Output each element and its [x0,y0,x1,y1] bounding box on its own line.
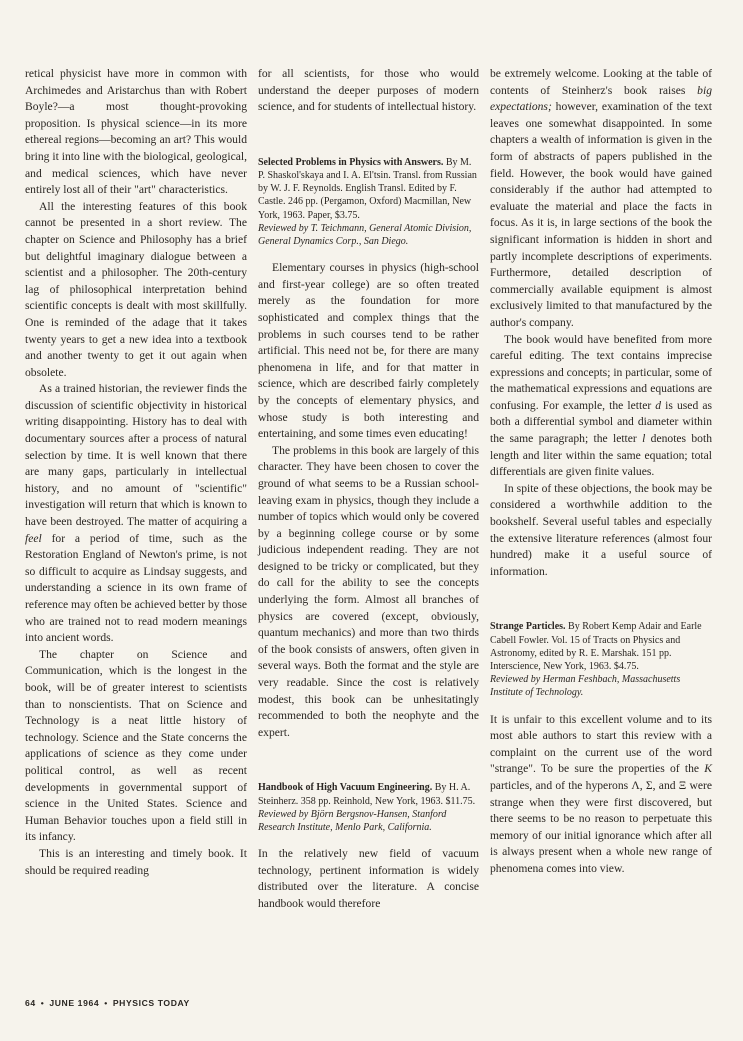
text-column-3 [490,66,712,878]
paragraph: As a trained historian, the reviewer finds the discussion of scientific objectivity in historical writing disappointing. History has to deal with documentary sources after a process of natural selection by time. It is well known that there are many gaps, particularly in intellectual history, and no amount of "scientific" investigation will return that which is known to have been destroyed. The matter of acquiring a feel for a period of time, such as the Restoration England of Newton's prime, is not so difficult to acquire as Lindsay suggests, and understanding a science in its own frame of reference may often be achieved better by those who are trained not to read modern meanings into ancient words. [25,382,247,645]
review-details: By M. P. Shaskol'skaya and I. A. El'tsin. Transl. from Russian by W. J. F. Reynolds. English Transl. Edited by F. Castle. 246 pp. (Pergamon, Oxford) Macmillan, New York, 1963. Paper, $3.75. [258,156,477,221]
separator-dot: • [104,998,108,1008]
paragraph: be extremely welcome. Looking at the table of contents of Steinherz's book raises big expectations; however, examination of the text leaves one somewhat disappointed. In some chapters a wealth of information is given in the form of abstracts of papers published in the field. However, the book would have gained considerably if the author had attempted to evaluate the material and place the facts in focus. As it is, in large sections of the book the significant information is hidden in short and partly incomplete descriptions of experiments. Furthermore, detailed description of commercially available equipment is almost exclusively limited to that manufactured by the author's company. [490,67,712,329]
journal-name: PHYSICS TODAY [112,998,190,1008]
review-details: By Robert Kemp Adair and Earle Cabell Fowler. Vol. 15 of Tracts on Physics and Astronomy, edited by R. E. Marshak. 151 pp. Interscience, New York, 1963. $4.75. [490,621,702,673]
issue-date: JUNE 1964 [49,998,100,1008]
separator-dot: • [40,998,45,1008]
paragraph: This is an interesting and timely book. It should be required reading [25,846,247,877]
review-title: Handbook of High Vacuum Engineering. [258,782,433,794]
review-title: Strange Particles. [490,621,566,633]
paragraph: The chapter on Science and Communication, which is the longest in the book, will be of greater interest to scientists than to nonscientists. That on Science and Technology is a neat little history of technology. Science and the State concerns the applications of science as they come under political control, as well as recent developments in governmental support of science in the United States. Science and Human Behavior touches upon a field still in its infancy. [25,647,247,844]
paragraph: All the interesting features of this book cannot be presented in a short review. The chapter on Science and Philosophy has a brief but delightful imaginary dialogue between a scientist and a philosopher. The 20th-century lag of philosophical interpretation behind scientific concepts is dealt with most skillfully. One is reminded of the adage that it takes twenty years to get a new idea into a textbook and another twenty to get it out again when obsolete. [25,199,247,379]
reviewer-credit: Reviewed by T. Teichmann, General Atomic Division, General Dynamics Corp., San Diego. [258,222,472,247]
page-number: 64 [25,998,36,1008]
page-footer [25,998,190,1008]
reviewer-credit: Reviewed by Björn Bergsnov-Hansen, Stanford Research Institute, Menlo Park, California. [258,808,447,834]
reviewer-credit: Reviewed by Herman Feshbach, Massachusetts Institute of Technology. [490,674,681,699]
review-details: By H. A. Steinherz. 358 pp. Reinhold, New York, 1963. $11.75. [258,782,476,807]
review-citation [258,156,479,248]
paragraph: for all scientists, for those who would understand the deeper purposes of modern science, and for students of intellectual history. [258,67,479,114]
paragraph: It is unfair to this excellent volume and to its most able authors to start this review with a complaint on the current use of the word "strange". To be sure the properties of the K particles, and of the hyperons Λ, Σ, and Ξ were strange when they were first discovered, but there seems to be no reason to perpetuate this memory of our initial ignorance which after all is always present when a whole new range of phenomena comes into view. [490,712,712,875]
paragraph: Elementary courses in physics (high-school and first-year college) are so often treated merely as the foundation for more sophisticated and complex things that the problems in such courses tend to be rather artificial. This need not be, for there are many phenomena in life, and for that matter in science, which are described fairly completely by the concepts of elementary physics, and whose study is both interesting and entertaining, and some times even educating! [258,261,479,441]
paragraph: In spite of these objections, the book may be considered a worthwhile addition to the bookshelf. Several useful tables and especially the extensive literature references (almost four hundred) make it a useful source of information. [490,481,712,578]
paragraph: The book would have benefited from more careful editing. The text contains imprecise expressions and concepts; in particular, some of the mathematical expressions and equations are confusing. For example, the letter d is used as both a differential symbol and diameter within the same paragraph; the letter l denotes both length and liter within the same equation; total differentials are given finite values. [490,332,713,479]
paragraph: retical physicist have more in common with Archimedes and Aristarchus than with Robert Boyle?—a most thought-provoking proposition. Is physical science—in its more ethereal regions—becoming an art? This would bring it into line with the biological, geological, and medical sciences, which have never entirely lost all of their "art" characteristics. [25,67,247,197]
text-column-1 [25,66,247,879]
text-column-2 [258,66,479,913]
review-title: Selected Problems in Physics with Answers. [258,156,444,168]
review-citation [490,620,712,699]
paragraph: In the relatively new field of vacuum technology, pertinent information is widely distributed over the literature. A concise handbook would therefore [258,847,479,911]
paragraph: The problems in this book are largely of this character. They have been chosen to cover the ground of what seems to be a Russian school-leaving exam in physics, though they include a number of topics which would only be covered by a beginning college course or by some judicious independent reading. They are not designed to be tricky or complicated, but they do call for the ability to see the concepts underlying the form. Almost all branches of physics are covered (except, obviously, quantum mechanics) and more than two thirds of the book consists of answers, often given in several ways. Both the format and the style are very readable. Since the cost is relatively modest, this book can be unhesitatingly recommended to both the neophyte and the expert. [258,443,479,739]
review-citation [258,781,479,834]
